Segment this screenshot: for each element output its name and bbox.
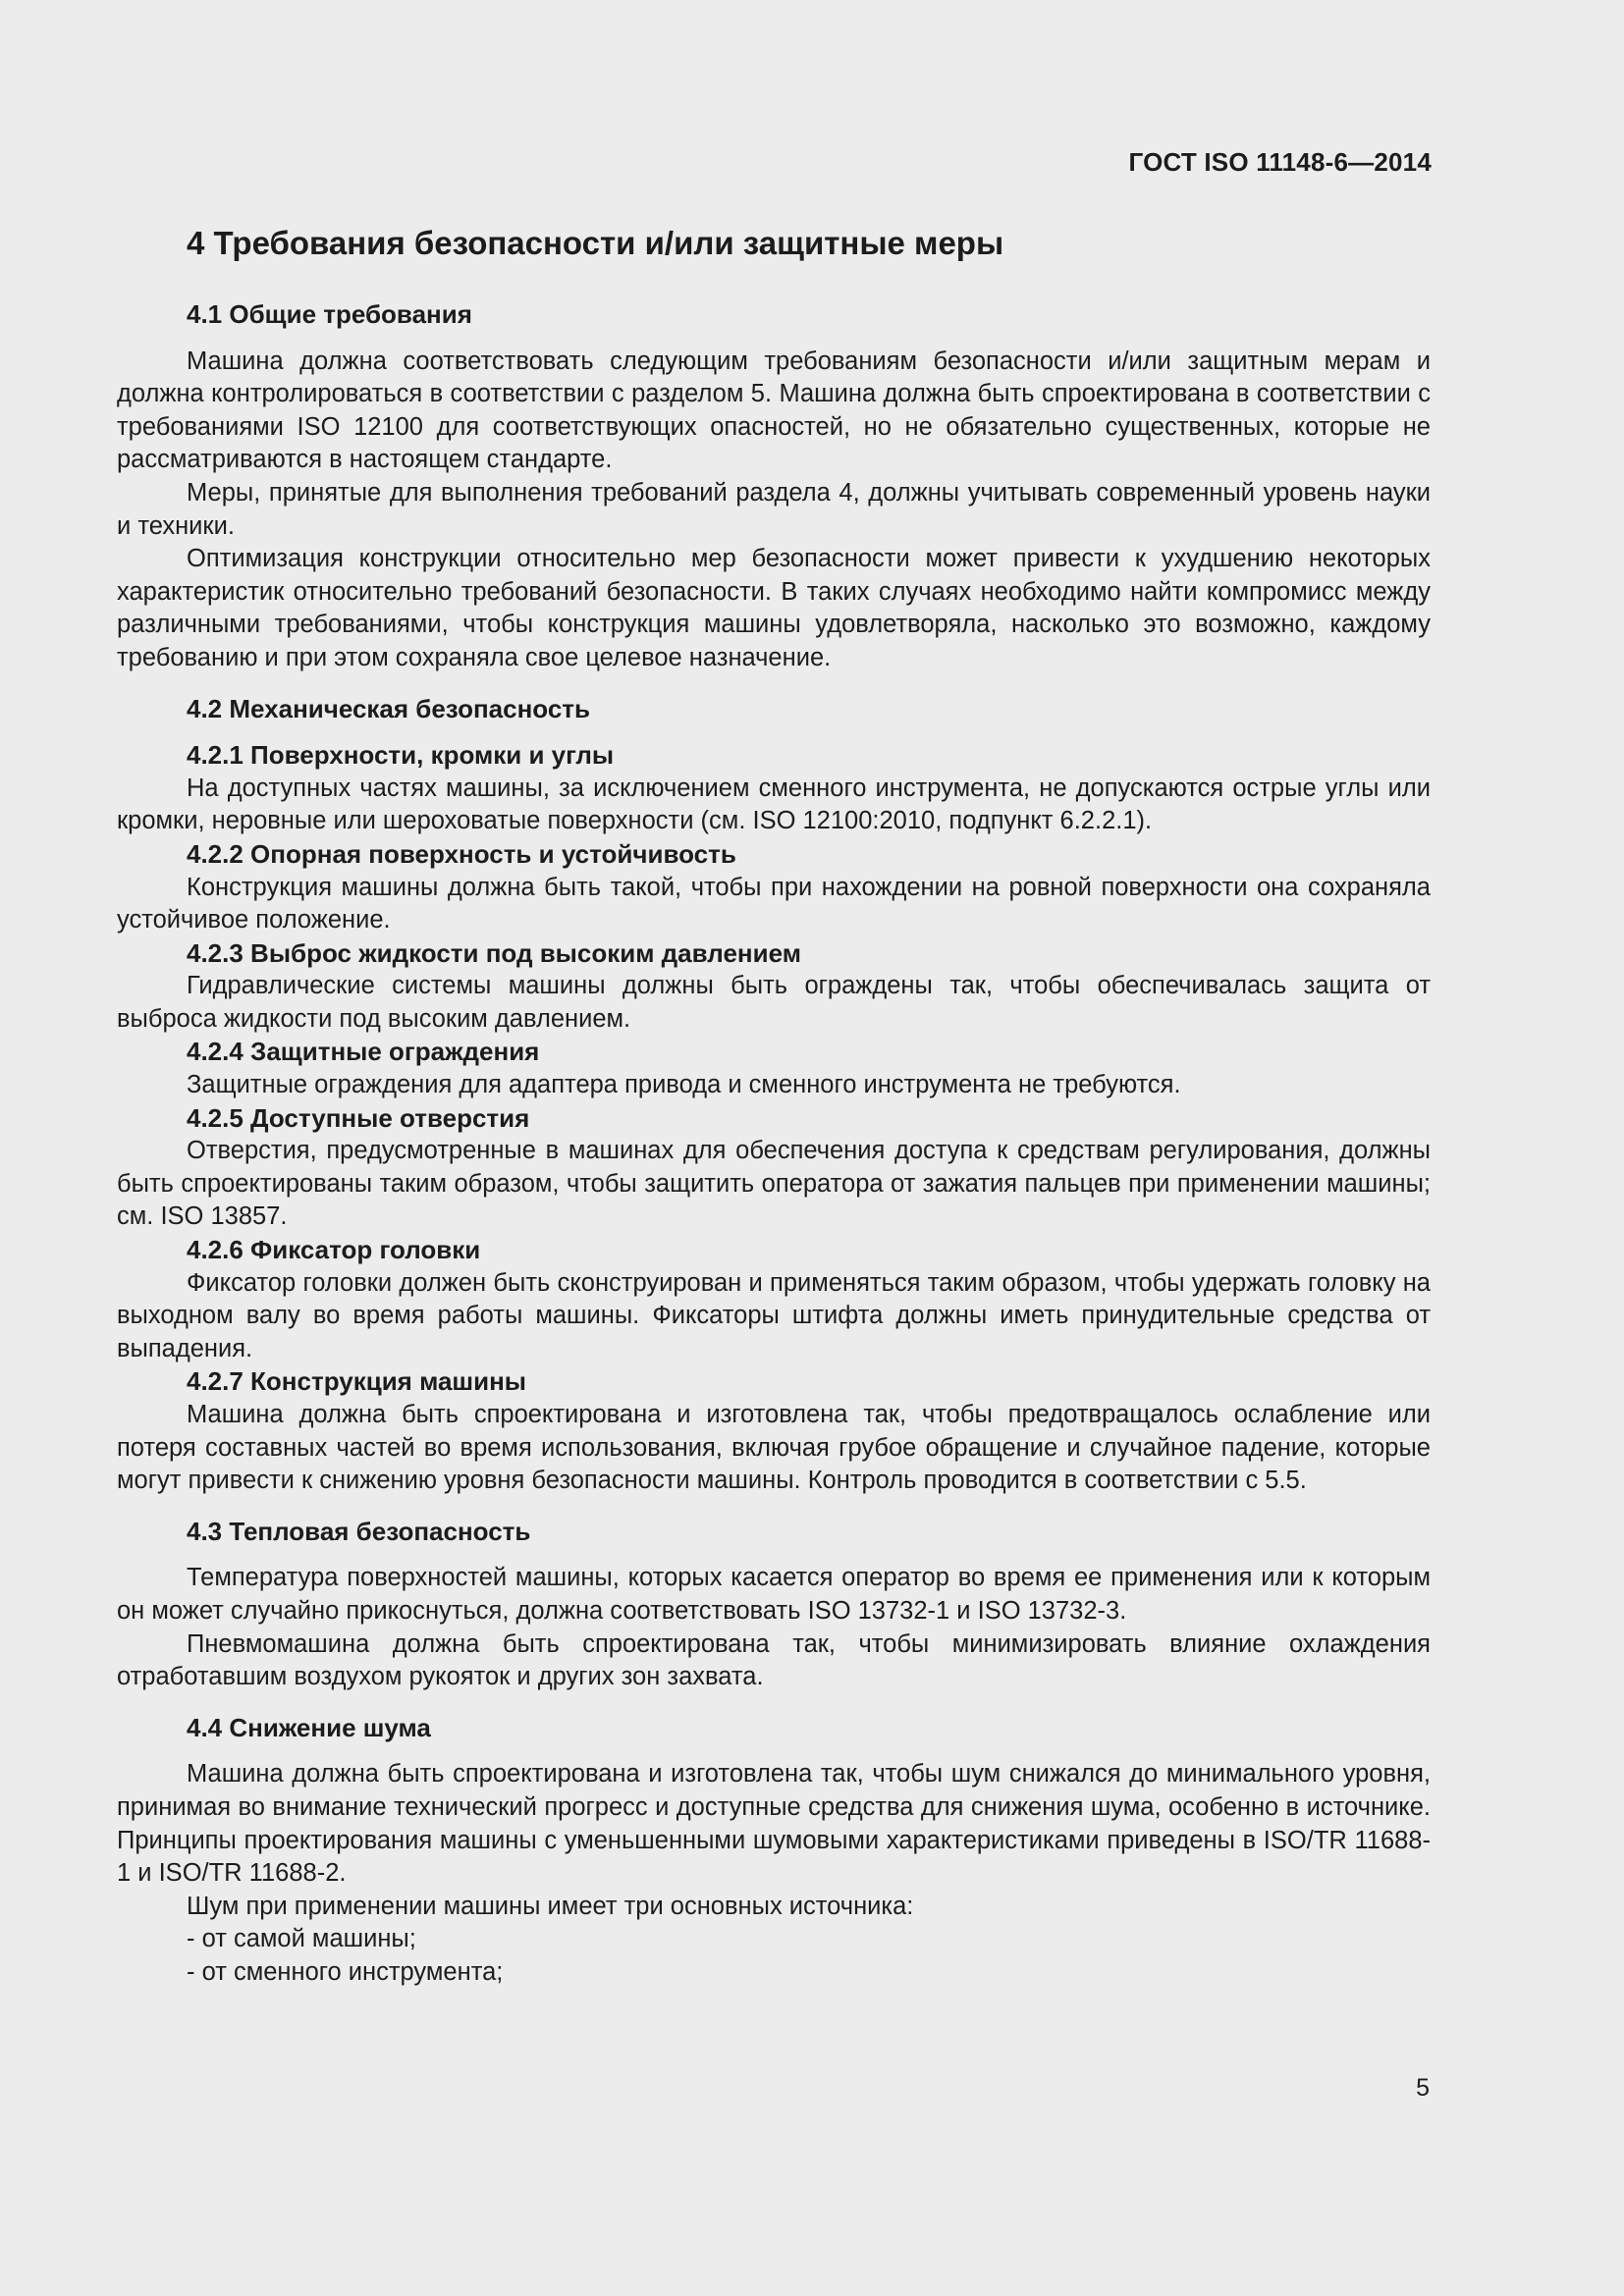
section-4-1-heading: 4.1 Общие требования [187, 299, 472, 329]
section-4-1-paragraph-2: Меры, принятые для выполнения требований раздела 4, должны учитывать современный уровень науки и техники. [117, 478, 1431, 540]
section-4-2-2-heading: 4.2.2 Опорная поверхность и устойчивость [187, 838, 736, 869]
page-number: 5 [1416, 2074, 1430, 2102]
section-4-3-paragraph-1: Температура поверхностей машины, которых касается оператор во время ее применения или к которым он может случайно прикоснуться, должна соответствовать ISO 13732-1 и ISO 13732-3. [117, 1564, 1431, 1625]
list-item: - от самой машины; [187, 1925, 416, 1953]
section-4-2-3-heading: 4.2.3 Выброс жидкости под высоким давлением [187, 937, 801, 968]
section-4-2-6-heading: 4.2.6 Фиксатор головки [187, 1235, 481, 1265]
section-4-2-1-text: На доступных частях машины, за исключением сменного инструмента, не допускаются острые углы или кромки, неровные или шероховатые поверхности (см. ISO 12100:2010, подпункт 6.2.2.1). [117, 774, 1431, 835]
section-4-3-heading: 4.3 Тепловая безопасность [187, 1516, 531, 1546]
standard-designation: ГОСТ ISO 11148-6—2014 [1128, 147, 1432, 177]
section-4-2-4-heading: 4.2.4 Защитные ограждения [187, 1037, 540, 1067]
section-4-1-paragraph-3: Оптимизация конструкции относительно мер безопасности может привести к ухудшению некоторых характеристик относительно требований безопасности. В таких случаях необходимо найти компромисс между различными требованиями, чтобы конструкция машины удовлетворяла, насколько это возможно, каждому требованию и при этом сохраняла свое целевое назначение. [117, 545, 1431, 671]
section-4-heading: 4 Требования безопасности и/или защитные меры [187, 225, 1004, 261]
section-4-4-heading: 4.4 Снижение шума [187, 1712, 431, 1742]
section-4-2-7-text: Машина должна быть спроектирована и изготовлена так, чтобы предотвращалось ослабление или потеря составных частей во время использования, включая грубое обращение и случайное падение, которые могут привести к снижению уровня безопасности машины. Контроль проводится в соответствии с 5.5. [117, 1401, 1431, 1495]
section-4-3-paragraph-2: Пневмомашина должна быть спроектирована так, чтобы минимизировать влияние охлаждения отработавшим воздухом рукояток и других зон захвата. [117, 1629, 1431, 1691]
section-4-2-6-text: Фиксатор головки должен быть сконструирован и применяться таким образом, чтобы удержать головку на выходном валу во время работы машины. Фиксаторы штифта должны иметь принудительные средства от выпадения. [117, 1268, 1431, 1362]
section-4-2-2-text: Конструкция машины должна быть такой, чтобы при нахождении на ровной поверхности она сохраняла устойчивое положение. [117, 873, 1431, 934]
section-4-4-paragraph-2: Шум при применении машины имеет три основных источника: [187, 1892, 914, 1920]
section-4-2-3-text: Гидравлические системы машины должны быть ограждены так, чтобы обеспечивалась защита от выброса жидкости под высоким давлением. [117, 972, 1431, 1033]
page-content [117, 224, 1431, 1990]
section-4-2-5-heading: 4.2.5 Доступные отверстия [187, 1102, 530, 1133]
section-4-4-paragraph-1: Машина должна быть спроектирована и изготовлена так, чтобы шум снижался до минимального уровня, принимая во внимание технический прогресс и доступные средства для снижения шума, особенно в источнике. Принципы проектирования машины с уменьшенными шумовыми характеристиками приведены в ISO/TR 11688-1 и ISO/TR 11688-2. [117, 1760, 1431, 1888]
section-4-1-paragraph-1: Машина должна соответствовать следующим требованиям безопасности и/или защитным мерам и должна контролироваться в соответствии с разделом 5. Машина должна быть спроектирована в соответствии с требованиями ISO 12100 для соответствующих опасностей, но не обязательно существенных, которые не рассматриваются в настоящем стандарте. [117, 347, 1431, 474]
section-4-2-1-heading: 4.2.1 Поверхности, кромки и углы [187, 740, 615, 771]
section-4-2-7-heading: 4.2.7 Конструкция машины [187, 1366, 526, 1397]
section-4-2-4-text: Защитные ограждения для адаптера привода и сменного инструмента не требуются. [187, 1071, 1181, 1099]
section-4-2-5-text: Отверстия, предусмотренные в машинах для обеспечения доступа к средствам регулирования, должны быть спроектированы таким образом, чтобы защитить оператора от зажатия пальцев при применении машины; см. ISO 13857. [117, 1137, 1431, 1231]
list-item: - от сменного инструмента; [187, 1957, 504, 1986]
section-4-2-heading: 4.2 Механическая безопасность [187, 693, 591, 723]
